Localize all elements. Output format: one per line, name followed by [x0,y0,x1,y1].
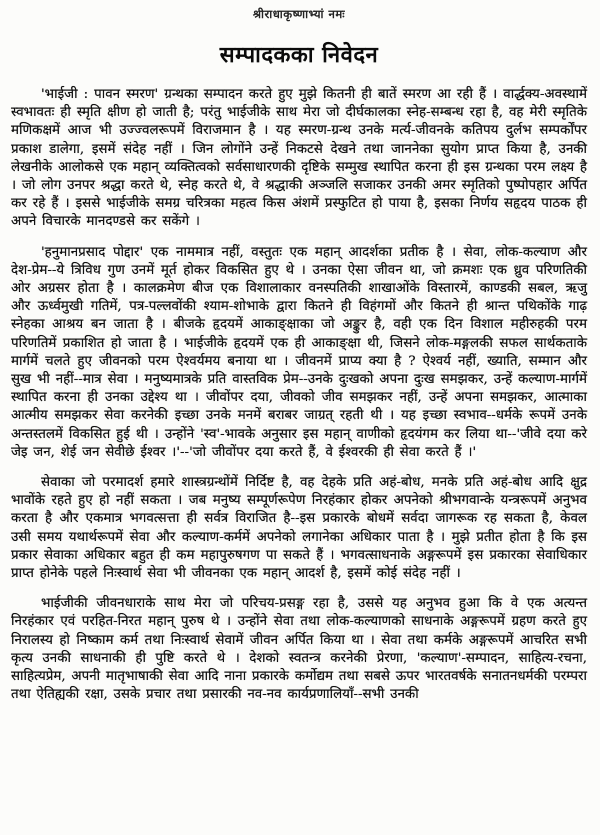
invocation-line: श्रीराधाकृष्णाभ्यां नमः [252,7,346,21]
paragraph-editorial-memories: 'भाईजी : पावन स्मरण' ग्रन्थका सम्पादन करते हुए मुझे कितनी ही बातें स्मरण आ रही हैं । वार्द्धक्य-अवस्थामें स्वभावतः ही स्मृति क्षीण हो जाती है; परंतु भाईजीके साथ मेरा जो दीर्घकालका स्नेह-सम्बन्ध रहा है, वह मेरी स्मृतिके मणिकक्षमें आज भी उज्ज्वलरूपमें विराजमान है । यह स्मरण-ग्रन्थ उनके मर्त्य-जीवनके कतिपय दुर्लभ सम्पर्कोंपर प्रकाश डालेगा, इसमें संदेह नहीं । जिन लोगोंने उन्हें निकटसे देखने तथा जाननेका सुयोग प्राप्त किया है, उनकी लेखनीके आलोकसे एक महान् व्यक्तित्वको सर्वसाधारणकी दृष्टिके सम्मुख स्थापित करना ही इस ग्रन्थका परम लक्ष्य है । जो लोग उनपर श्रद्धा करते थे, स्नेह करते थे, वे श्रद्धाकी अञ्जलि सजाकर उनकी अमर स्मृतिको पुष्पोपहार अर्पित कर रहे हैं । इससे भाईजीके समग्र चरित्रका महत्व किस अंशमें प्रस्फुटित हो पाया है, इसका निर्णय सहृदय पाठक ही अपने विचारके मानदण्डसे कर सकेंगे । [11,87,587,230]
paragraph-service-ideal: सेवाका जो परमादर्श हमारे शास्त्रग्रन्थोंमें निर्दिष्ट है, वह देहके प्रति अहं-बोध, मनके प्रति अहं-बोध आदि क्षुद्र भावोंके रहते हुए हो नहीं सकता । जब मनुष्य सम्पूर्णरूपेण निरहंकार होकर अपनेको श्रीभगवान्के यन्त्ररूपमें अनुभव करता है और एकमात्र भगवत्सत्ता ही सर्वत्र विराजित है--इस प्रकारके बोधमें सर्वदा जागरूक रह सकता है, केवल उसी समय यथार्थरूपमें सेवा और कल्याण-कर्ममें अपनेको लगानेका अधिकार पाता है । मुझे प्रतीत होता है कि इस प्रकार सेवाका अधिकार बहुत ही कम महापुरुषगण पा सकते हैं । भगवत्साधनाके अङ्गरूपमें इस प्रकारका सेवाधिकार प्राप्त होनेके पहले निःस्वार्थ सेवा भी जीवनका एक महान् आदर्श है, इसमें कोई संदेह नहीं । [11,475,587,582]
document-body [11,86,587,705]
paragraph-ideal-symbol: 'हनुमानप्रसाद पोद्दार' एक नाममात्र नहीं, वस्तुतः एक महान् आदर्शका प्रतीक है । सेवा, लोक-कल्याण और देश-प्रेम--ये त्रिविध गुण उनमें मूर्त होकर विकसित हुए थे । उनका ऐसा जीवन था, जो क्रमशः एक ध्रुव परिणतिकी ओर अग्रसर होता है । कालक्रमेण बीज एक विशालाकार वनस्पतिकी शाखाओंके विस्तारमें, काण्डकी सबल, ऋजु और ऊर्ध्वमुखी गतिमें, पत्र-पल्लवोंकी श्याम-शोभाके द्वारा कितने ही विहंगमों और कितने ही श्रान्त पथिकोंके गाढ़ स्नेहका आश्रय बन जाता है । बीजके हृदयमें आकाङ्क्षाका जो अङ्कुर है, वही एक दिन विशाल महीरुहकी परम परिणतिमें प्रकाशित हो जाता है । भाईजीके हृदयमें एक ही आकाङ्क्षा थी, जिसने लोक-मङ्गलकी सफल सार्थकताके मार्गमें चलते हुए जीवनको परम ऐश्वर्यमय बनाया था । जीवनमें प्राप्य क्या है ? ऐश्वर्य नहीं, ख्याति, सम्मान और सुख भी नहीं--मात्र सेवा । मनुष्यमात्रके प्रति वास्तविक प्रेम--उनके दुःखको अपना दुःख समझकर, उन्हें कल्याण-मार्गमें स्थापित करना ही उनका उद्देश्य था । जीवोंपर दया, जीवको जीव समझकर नहीं, उन्हें अपना समझकर, आत्माका आत्मीय समझकर सेवा करनेकी इच्छा उनके मनमें बराबर जाग्रत् रहती थी । यह इच्छा स्वभाव--धर्मके रूपमें उनके अन्तस्तलमें विकसित हुई थी । उन्होंने 'स्व'-भावके अनुसार इस महान् वाणीको हृदयंगम कर लिया था--'जीवे दया करे जेइ जन, शेई जन सेवीछे ईश्वर ।'--'जो जीवोंपर दया करते हैं, वे ईश्वरकी ही सेवा करते हैं ।' [11,244,587,460]
paragraph-life-association: भाईजीकी जीवनधाराके साथ मेरा जो परिचय-प्रसङ्ग रहा है, उससे यह अनुभव हुआ कि वे एक अत्यन्त निरहंकार एवं परहित-निरत महान् पुरुष थे । उन्होंने सेवा तथा लोक-कल्याणको साधनाके अङ्गरूपमें ग्रहण करते हुए निरालस्य हो निष्काम कर्म तथा निःस्वार्थ सेवामें जीवन अर्पित किया था । सेवा तथा कर्मके अङ्गरूपमें आचरित सभी कृत्य उनकी साधनाकी ही पुष्टि करते थे । देशको स्वतन्त्र करनेकी प्रेरणा, 'कल्याण'-सम्पादन, साहित्य-रचना, साहित्यप्रेम, अपनी मातृभाषाकी सेवा आदि नाना प्रकारके कर्मोद्यम तथा सबसे ऊपर भारतवर्षके सनातनधर्मकी परम्परा तथा ऐतिह्यकी रक्षा, उसके प्रचार तथा प्रसारकी नव-नव कार्यप्रणालियाँ--सभी उनकी [11,596,587,703]
page-title: सम्पादकका निवेदन [219,42,379,68]
